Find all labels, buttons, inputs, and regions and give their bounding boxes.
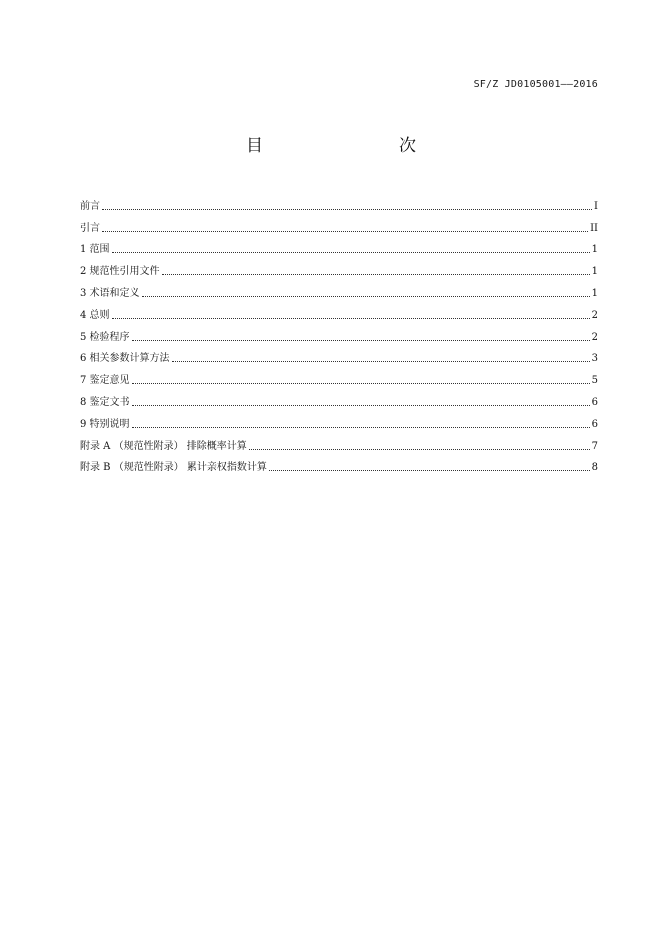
toc-entry-label: 2 规范性引用文件 bbox=[80, 266, 160, 278]
toc-title: 目 次 bbox=[246, 136, 450, 156]
toc-entry-label: 3 术语和定义 bbox=[80, 287, 140, 299]
toc-entry-page: II bbox=[590, 222, 598, 234]
toc-entry-page: 6 bbox=[591, 396, 598, 408]
toc-entry-page: 5 bbox=[591, 375, 598, 387]
toc-dot-leader bbox=[102, 231, 588, 232]
toc-dot-leader bbox=[132, 383, 590, 384]
toc-entry-appendix-b[interactable] bbox=[80, 453, 598, 475]
toc-entry-label: 9 特别说明 bbox=[80, 418, 130, 430]
toc-entry-label: 附录 A （规范性附录） 排除概率计算 bbox=[80, 440, 247, 452]
toc-dot-leader bbox=[132, 405, 590, 406]
toc-entry-general[interactable] bbox=[80, 300, 598, 322]
toc-dot-leader bbox=[132, 427, 590, 428]
toc-entry-label: 4 总则 bbox=[80, 309, 110, 321]
toc-entry-appendix-a[interactable] bbox=[80, 431, 598, 453]
toc-entry-page: 3 bbox=[591, 353, 598, 365]
toc-entry-appraisal-document[interactable] bbox=[80, 387, 598, 409]
toc-entry-appraisal-opinion[interactable] bbox=[80, 365, 598, 387]
toc-dot-leader bbox=[102, 209, 592, 210]
toc-entry-page: 6 bbox=[591, 418, 598, 430]
toc-entry-label: 6 相关参数计算方法 bbox=[80, 353, 170, 365]
toc-entry-page: 1 bbox=[591, 287, 598, 299]
toc-entry-special-notes[interactable] bbox=[80, 409, 598, 431]
toc-dot-leader bbox=[112, 318, 590, 319]
toc-entry-page: I bbox=[594, 200, 598, 212]
toc-dot-leader bbox=[249, 449, 590, 450]
toc-dot-leader bbox=[172, 361, 590, 362]
standard-code: SF/Z JD0105001——2016 bbox=[473, 79, 598, 90]
toc-entry-page: 2 bbox=[591, 331, 598, 343]
toc-entry-normative-references[interactable] bbox=[80, 256, 598, 278]
toc-entry-page: 8 bbox=[591, 462, 598, 474]
toc-entry-inspection-procedure[interactable] bbox=[80, 322, 598, 344]
toc-entry-page: 7 bbox=[591, 440, 598, 452]
toc-entry-label: 附录 B （规范性附录） 累计亲权指数计算 bbox=[80, 462, 267, 474]
toc-entry-page: 1 bbox=[591, 244, 598, 256]
toc-entry-scope[interactable] bbox=[80, 235, 598, 257]
toc-dot-leader bbox=[162, 274, 590, 275]
toc-entry-page: 2 bbox=[591, 309, 598, 321]
toc-entry-label: 5 检验程序 bbox=[80, 331, 130, 343]
toc-entry-label: 7 鉴定意见 bbox=[80, 375, 130, 387]
toc-entry-label: 1 范围 bbox=[80, 244, 110, 256]
toc-entry-introduction[interactable] bbox=[80, 213, 598, 235]
toc-entry-page: 1 bbox=[591, 266, 598, 278]
toc-entry-label: 引言 bbox=[80, 222, 100, 234]
toc-dot-leader bbox=[269, 470, 590, 471]
toc-entry-label: 前言 bbox=[80, 200, 100, 212]
toc-entry-foreword[interactable] bbox=[80, 191, 598, 213]
toc-entry-terms-definitions[interactable] bbox=[80, 278, 598, 300]
toc-dot-leader bbox=[142, 296, 590, 297]
table-of-contents bbox=[80, 191, 598, 474]
toc-entry-label: 8 鉴定文书 bbox=[80, 396, 130, 408]
toc-dot-leader bbox=[112, 252, 590, 253]
toc-entry-calculation-methods[interactable] bbox=[80, 344, 598, 366]
toc-dot-leader bbox=[132, 340, 590, 341]
